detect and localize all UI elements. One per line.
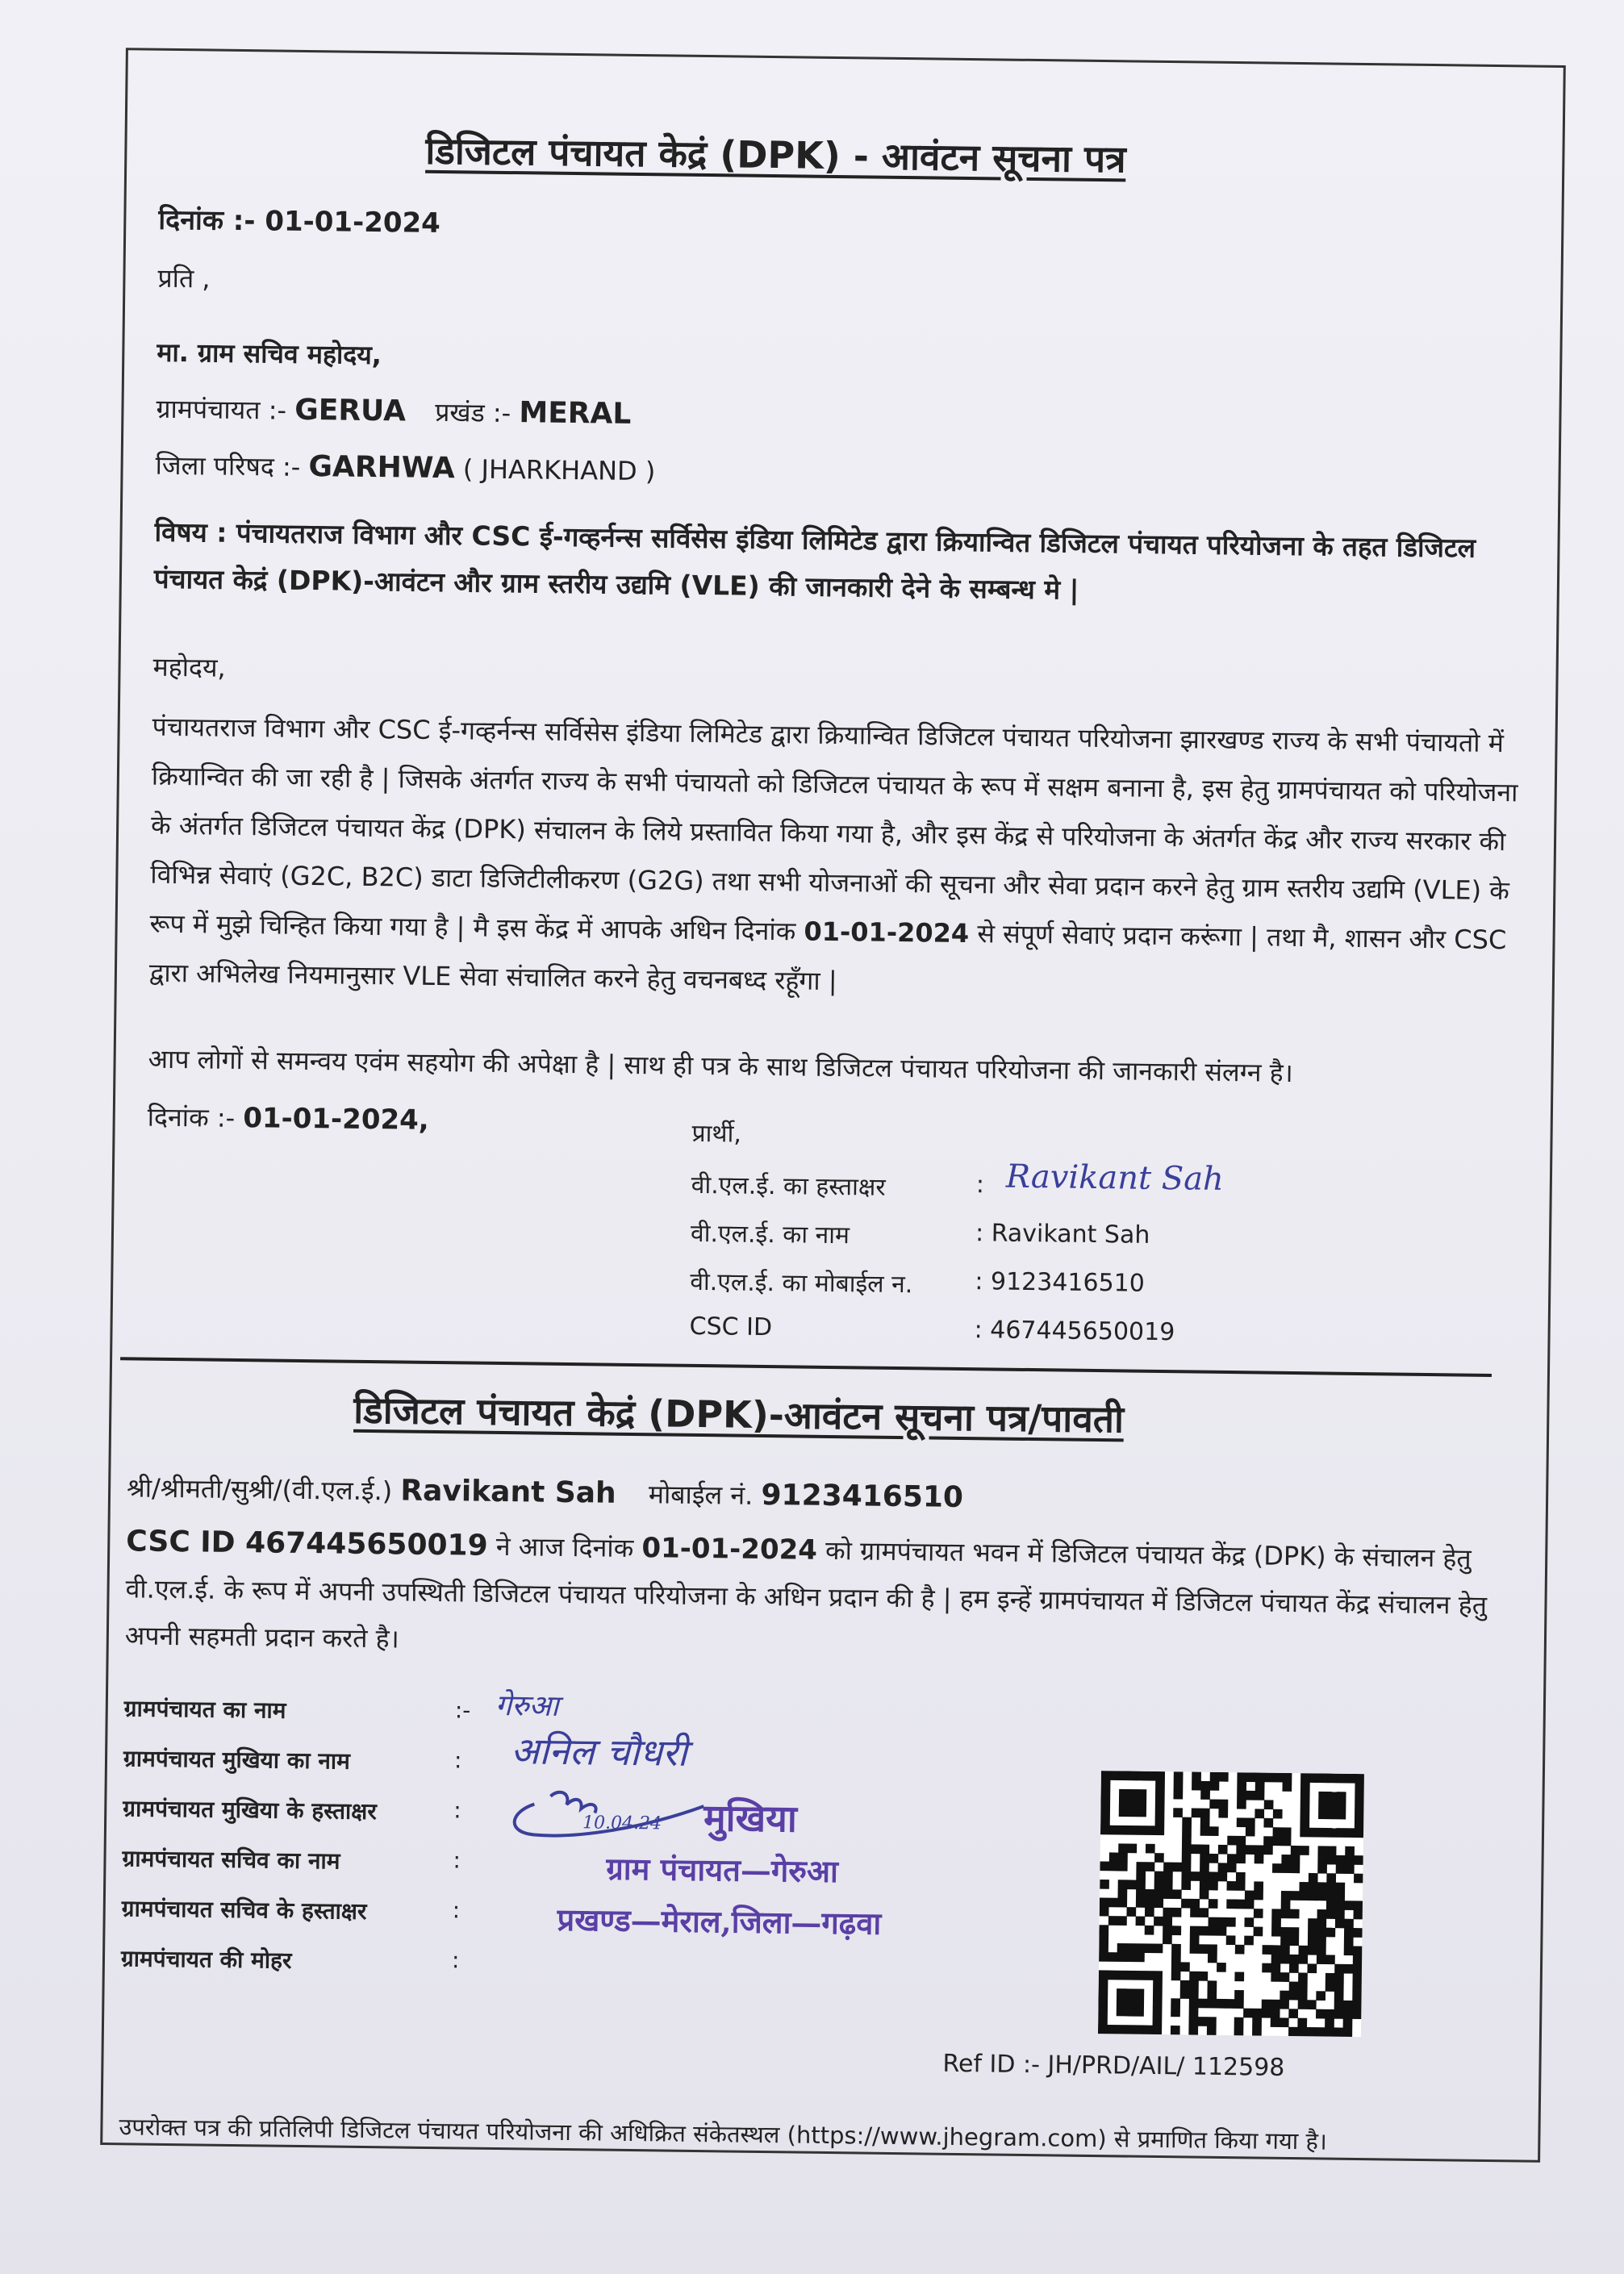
handwritten-date: 10.04.24 xyxy=(582,1813,662,1834)
district-label: जिला परिषद :- xyxy=(155,449,301,482)
field-label-mukhiya-name: ग्रामपंचायत मुखिया का नाम xyxy=(123,1745,351,1775)
field-colon-secretary-sign: : xyxy=(452,1896,461,1924)
vle-name-label: वी.एल.ई. का नाम xyxy=(690,1219,850,1250)
body-date: 01-01-2024 xyxy=(804,916,970,949)
receipt-text-date: 01-01-2024 xyxy=(641,1532,818,1567)
mukhiya-signature-scribble xyxy=(502,1771,729,1846)
notice-body xyxy=(149,703,1524,1015)
field-label-seal: ग्रामपंचायत की मोहर xyxy=(120,1945,292,1974)
notice-date: दिनांक :- 01-01-2024 xyxy=(158,203,441,240)
field-colon-seal: : xyxy=(451,1946,460,1974)
district-row xyxy=(155,448,655,489)
csc-id-value: : 467445650019 xyxy=(974,1316,1175,1347)
letter-frame xyxy=(100,48,1566,2163)
receipt-name-value: Ravikant Sah xyxy=(400,1474,616,1510)
footer-note: उपरोक्त पत्र की प्रतिलिपी डिजिटल पंचायत परियोजना की अधिक्रित संकेतस्थल (https://www.jhegram.com) से प्रमाणित किया गया है। xyxy=(119,2113,1328,2155)
field-label-panchayat-name: ग्रामपंचायत का नाम xyxy=(123,1695,286,1724)
receipt-text-part1: ने आज दिनांक xyxy=(495,1530,634,1564)
vle-signature: Ravikant Sah xyxy=(1005,1158,1225,1198)
panchayat-value: GERUA xyxy=(294,393,407,428)
receipt-mobile-value: 9123416510 xyxy=(761,1478,964,1515)
field-colon-mukhiya-name: : xyxy=(453,1746,462,1774)
field-label-secretary-name: ग्रामपंचायत सचिव का नाम xyxy=(122,1845,340,1875)
addressee: मा. ग्राम सचिव महोदय, xyxy=(157,336,382,371)
applicant-label: प्रार्थी, xyxy=(691,1119,742,1149)
field-label-secretary-sign: ग्रामपंचायत सचिव के हस्ताक्षर xyxy=(121,1895,367,1926)
ref-id: Ref ID :- JH/PRD/AIL/ 112598 xyxy=(942,2049,1285,2082)
notice-title: डिजिटल पंचायत केद्रं (DPK) - आवंटन सूचना पत्र xyxy=(425,128,1126,182)
stamp-gram-panchayat: ग्राम पंचायत—गेरुआ xyxy=(606,1850,839,1890)
block-label: प्रखंड :- xyxy=(434,396,511,429)
section-divider xyxy=(120,1357,1492,1377)
handwritten-panchayat-name: गेरुआ xyxy=(495,1688,559,1723)
panchayat-label: ग्रामपंचायत :- xyxy=(156,393,287,426)
vle-mobile-label: वी.एल.ई. का मोबाईल न. xyxy=(690,1267,913,1300)
footer-date-label: दिनांक :- xyxy=(147,1101,236,1133)
state-value: ( JHARKHAND ) xyxy=(462,453,656,487)
receipt-body xyxy=(125,1518,1506,1675)
vle-mobile-value: : 9123416510 xyxy=(975,1267,1146,1298)
field-label-mukhiya-sign: ग्रामपंचायत मुखिया के हस्ताक्षर xyxy=(123,1795,378,1825)
receipt-name-row xyxy=(127,1470,963,1515)
subject: विषय : पंचायतराज विभाग और CSC ई-गव्हर्नन्स सर्विसेस इंडिया लिमिटेड द्वारा क्रियान्वित डिजिटल पंचायत परियोजना के तहत डिजिटल पंचायत केद्रं (DPK)-आवंटन और ग्राम स्तरीय उद्यमि (VLE) की जानकारी देने के सम्बन्ध मे | xyxy=(153,515,1476,606)
receipt-title: डिजिटल पंचायत केद्रं (DPK)-आवंटन सूचना पत्र/पावती xyxy=(353,1387,1125,1442)
field-colon-panchayat-name: :- xyxy=(454,1696,471,1724)
vle-sign-label: वी.एल.ई. का हस्ताक्षर xyxy=(691,1170,886,1202)
footer-date-value: 01-01-2024, xyxy=(243,1102,429,1137)
receipt-text-part2: को ग्रामपंचायत भवन में डिजिटल पंचायत केंद्र (DPK) के संचालन हेतु वी.एल.ई. के रूप में अपनी उपस्थिती डिजिटल पंचायत परियोजना के अधिन प्रदान की है | हम इन्हें ग्रामपंचायत में डिजिटल पंचायत केंद्र संचालन हेतु अपनी सहमती प्रदान करते है। xyxy=(124,1534,1488,1654)
csc-id-label: CSC ID xyxy=(689,1312,773,1342)
stamp-mukhiya: मुखिया xyxy=(703,1796,798,1841)
block-value: MERAL xyxy=(519,396,632,431)
vle-name-value: : Ravikant Sah xyxy=(975,1219,1150,1250)
receipt-mobile-label: मोबाईल नं. xyxy=(648,1479,754,1511)
handwritten-mukhiya-name: अनिल चौधरी xyxy=(510,1729,688,1775)
field-colon-mukhiya-sign: : xyxy=(453,1796,461,1824)
cooperation-line: आप लोगों से समन्वय एवंम सहयोग की अपेक्षा है | साथ ही पत्र के साथ डिजिटल पंचायत परियोजना की जानकारी संलग्न है। xyxy=(148,1043,1294,1088)
field-colon-secretary-name: : xyxy=(453,1846,461,1874)
panchayat-row xyxy=(156,391,631,432)
to-line: प्रति , xyxy=(157,262,211,294)
vle-sign-colon: : xyxy=(975,1170,985,1200)
body-part2: से संपूर्ण सेवाएं प्रदान करूंगा | तथा मै, शासन और CSC द्वारा अभिलेख नियमानुसार VLE सेवा संचालित करने हेतु वचनबध्द रहूँगा | xyxy=(148,918,1507,997)
district-value: GARHWA xyxy=(308,450,455,486)
stamp-block-district: प्रखण्ड—मेराल,जिला—गढ़वा xyxy=(557,1901,882,1942)
name-prefix: श्री/श्रीमती/सुश्री/(वी.एल.ई.) xyxy=(126,1472,393,1507)
salutation: महोदय, xyxy=(152,651,226,683)
body-part1: पंचायतराज विभाग और CSC ई-गव्हर्नन्स सर्विसेस इंडिया लिमिटेड द्वारा क्रियान्वित डिजिटल पंचायत परियोजना झारखण्ड राज्य के सभी पंचायतो में क्रियान्वित की जा रही है | जिसके अंतर्गत राज्य के सभी पंचायतो को डिजिटल पंचायत के रूप में सक्षम बनाना है, इस हेतु ग्रामपंचायत को परियोजना के अंतर्गत डिजिटल पंचायत केंद्र (DPK) संचालन के लिये प्रस्तावित किया गया है, और इस केंद्र से परियोजना के अंतर्गत केंद्र और राज्य सरकार की विभिन्न सेवाएं (G2C, B2C) डाटा डिजिटीलीकरण (G2G) तथा सभी योजनाओं की सूचना और सेवा प्रदान करने हेतु ग्राम स्तरीय उद्यमि (VLE) के रूप में मुझे चिन्हित किया गया है | मै इस केंद्र में आपके अधिन दिनांक xyxy=(149,711,1518,947)
footer-date xyxy=(148,1099,429,1137)
receipt-csc-id: CSC ID 467445650019 xyxy=(126,1525,488,1563)
qr-code-icon xyxy=(1098,1771,1364,2037)
